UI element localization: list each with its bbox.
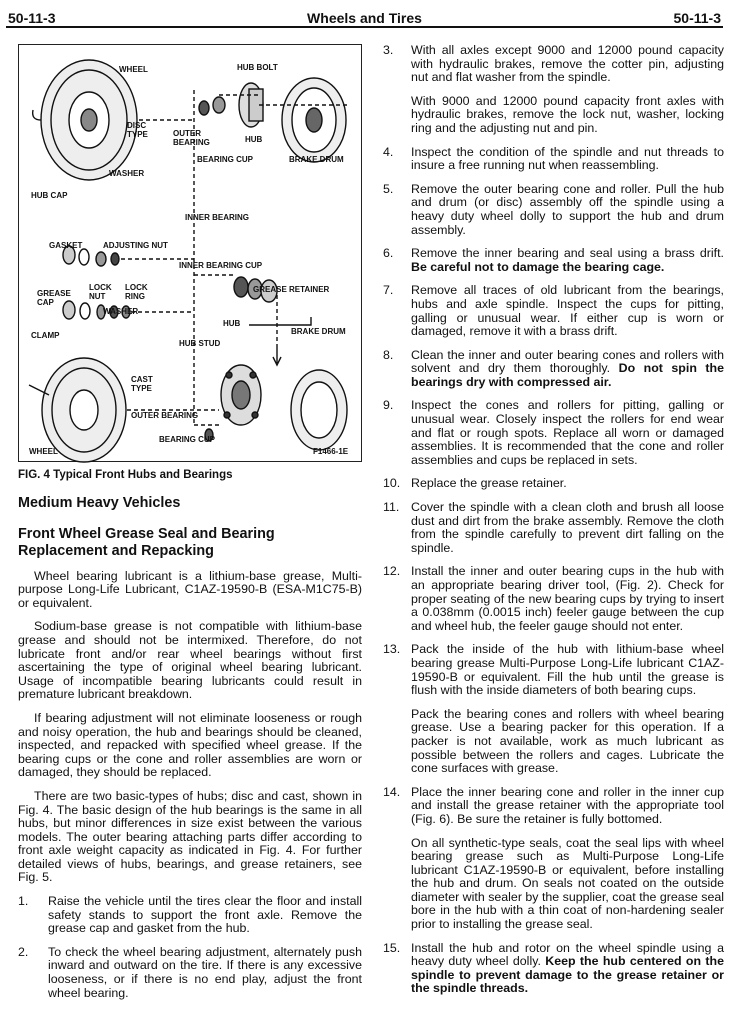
- label-hub-2: HUB: [223, 319, 241, 328]
- step-14: [383, 786, 724, 932]
- step-10: [383, 477, 724, 491]
- step-text: Cover the spindle with a clean cloth and brush all loose dust and dirt from the brake assembly. Remove the cloth from the spindle carefully to prevent dirt falling on the spindle.: [411, 500, 724, 555]
- label-lock-nut: LOCK NUT: [89, 283, 112, 301]
- figure-hub-diagram: [18, 44, 362, 462]
- step-13: [383, 643, 724, 775]
- step-warning: Do not spin the bearings dry with compressed air.: [411, 361, 724, 389]
- step-number: 7.: [383, 283, 394, 298]
- step-number: 11.: [383, 500, 400, 515]
- step-number: 2.: [18, 944, 29, 959]
- label-grease-cap: GREASE CAP: [37, 289, 71, 307]
- right-column: [383, 44, 724, 1006]
- step-text: Place the inner bearing cone and roller in the inner cup and install the grease retainer with the appropriate tool (Fig. 6). Be sure the retainer is fully bottomed.: [411, 784, 724, 826]
- header-page-number-left: 50-11-3: [8, 10, 56, 26]
- section-heading: Medium Heavy Vehicles: [18, 494, 181, 511]
- label-outer-bearing: OUTER BEARING: [173, 129, 210, 147]
- step-warning: Be careful not to damage the bearing cage.: [411, 259, 665, 274]
- label-wheel-2: WHEEL: [29, 447, 58, 456]
- label-gasket: GASKET: [49, 241, 83, 250]
- step-number: 5.: [383, 181, 394, 196]
- label-inner-bearing-cup: INNER BEARING CUP: [179, 261, 263, 270]
- figure-caption: FIG. 4 Typical Front Hubs and Bearings: [18, 469, 233, 481]
- step-11: [383, 501, 724, 555]
- page-header: [8, 4, 721, 26]
- step-text: With all axles except 9000 and 12000 pound capacity with hydraulic brakes, remove the cotter pin, adjusting nut and flat washer from the spindle.: [411, 43, 724, 85]
- step-text: Install the hub and rotor on the wheel spindle using a heavy duty wheel dolly.: [411, 940, 724, 969]
- step-text: Clean the inner and outer bearing cones and rollers with solvent and dry them thoroughly.: [411, 347, 724, 376]
- step-6: [383, 247, 724, 274]
- step-number: 15.: [383, 940, 401, 955]
- step-text: Inspect the cones and rollers for pitting, galling or unusual wear. Closely inspect the rollers for end wear and flat or rough spots. Replace all worn or damaged assemblies. It is recommended that the cone and roller assemblies and cups be replaced in sets.: [411, 398, 724, 467]
- paragraph-lubricant: Wheel bearing lubricant is a lithium-base grease, Multi-purpose Long-Life Lubricant, C1AZ-19590-B (ESA-M1C75-B) or equivalent.: [18, 568, 362, 610]
- step-text: To check the wheel bearing adjustment, alternately push inward and outward on the tire. If there is any excessive looseness, or if there is no end play, adjust the front wheel bearing.: [48, 944, 362, 1000]
- step-text-continued: Pack the bearing cones and rollers with wheel bearing grease. Use a bearing packer for this operation. If a packer is not available, work as much lubricant as possible between the rollers and cages. Lubricate the cone surfaces with grease.: [411, 706, 724, 776]
- header-rule: [6, 26, 723, 28]
- paragraph-sodium-grease: Sodium-base grease is not compatible with lithium-base grease and should not be intermixed. Therefore, do not lubricate front and/or rear wheel bearings without first ascertaining the type of original wheel bearing lubricant. Usage of incompatible bearing lubricants could result in premature lubricant breakdown.: [18, 619, 362, 702]
- step-number: 10.: [383, 476, 401, 491]
- label-hub: HUB: [245, 135, 263, 144]
- step-number: 12.: [383, 564, 401, 579]
- label-washer-2: WASHER: [103, 307, 139, 316]
- step-12: [383, 565, 724, 633]
- figure-code: F1466-1E: [313, 447, 349, 456]
- label-inner-bearing: INNER BEARING: [185, 213, 250, 222]
- step-text: Remove all traces of old lubricant from the bearings, hubs and axle spindle. Inspect the cups for pitting, galling or unusual wear. If either cup is worn or damaged, remove it with a brass drift.: [411, 283, 724, 339]
- step-number: 14.: [383, 784, 401, 799]
- step-3: [383, 44, 724, 136]
- step-number: 9.: [383, 398, 394, 413]
- step-2: [18, 946, 362, 1000]
- step-5: [383, 183, 724, 237]
- step-number: 4.: [383, 144, 394, 159]
- paragraph-hub-types: There are two basic-types of hubs; disc and cast, shown in Fig. 4. The basic design of the hub bearings is the same in all hubs, but minor differences in size exist between the various models. The outer bearing attaching parts differ according to front axle weight capacity as indicated in Fig. 4. For further detailed views of hubs, bearings, and grease retainers, see Fig. 5.: [18, 788, 362, 885]
- step-7: [383, 284, 724, 338]
- step-text: Raise the vehicle until the tires clear the floor and install safety stands to support the front axle. Remove the grease cap and gasket from the hub.: [48, 894, 362, 936]
- left-column: [18, 44, 362, 1010]
- label-hub-bolt: HUB BOLT: [237, 63, 278, 72]
- step-number: 1.: [18, 894, 29, 909]
- step-4: [383, 146, 724, 173]
- label-hub-cap: HUB CAP: [31, 191, 68, 200]
- label-wheel: WHEEL: [119, 65, 148, 74]
- step-text: Inspect the condition of the spindle and nut threads to insure a free running nut when reassembling.: [411, 144, 724, 173]
- label-hub-stud: HUB STUD: [179, 339, 221, 348]
- step-text: Replace the grease retainer.: [411, 476, 567, 491]
- step-8: [383, 349, 724, 390]
- step-15: [383, 942, 724, 996]
- step-text-continued: With 9000 and 12000 pound capacity front axles with hydraulic brakes, remove the lock nut, washer, locking ring and the adjusting nut and pin.: [411, 93, 724, 135]
- label-adjusting-nut: ADJUSTING NUT: [103, 241, 168, 250]
- label-washer: WASHER: [109, 169, 145, 178]
- paragraph-bearing-adjustment: If bearing adjustment will not eliminate looseness or rough and noisy operation, the hub and bearings should be cleaned, inspected, and repacked with specified wheel grease. If the bearing cups or the cone and roller assemblies are worn or damaged, they should be replaced.: [18, 710, 362, 780]
- header-title: Wheels and Tires: [307, 10, 422, 26]
- label-disc-type: DISC TYPE: [127, 121, 148, 139]
- label-bearing-cup-2: BEARING CUP: [159, 435, 216, 444]
- step-number: 13.: [383, 642, 401, 657]
- step-text: Remove the outer bearing cone and roller. Pull the hub and drum (or disc) assembly off the spindle using a heavy duty wheel dolly to support the hub and drum assembly.: [411, 181, 724, 237]
- step-text: Remove the inner bearing and seal using a brass drift.: [411, 246, 724, 261]
- label-clamp: CLAMP: [31, 331, 60, 340]
- subsection-heading: Front Wheel Grease Seal and Bearing Replacement and Repacking: [18, 525, 275, 559]
- step-1: [18, 895, 362, 936]
- label-lock-ring: LOCK RING: [125, 283, 148, 301]
- step-number: 8.: [383, 347, 394, 362]
- hub-exploded-illustration: [19, 45, 363, 463]
- step-9: [383, 399, 724, 467]
- label-brake-drum-2: BRAKE DRUM: [291, 327, 346, 336]
- step-text: Pack the inside of the hub with lithium-base wheel bearing grease Multi-Purpose Long-Life lubricant C1AZ-19590-B or equivalent. Fill the hub until the grease is flush with the inside diameters of both bearing cups.: [411, 642, 724, 698]
- step-warning: Keep the hub centered on the spindle to prevent damage to the grease retainer or the spindle threads.: [411, 954, 724, 996]
- label-brake-drum: BRAKE DRUM: [289, 155, 344, 164]
- step-number: 6.: [383, 246, 394, 261]
- label-outer-bearing-2: OUTER BEARING: [131, 411, 199, 420]
- step-text-continued: On all synthetic-type seals, coat the seal lips with wheel bearing grease such as Multi-Purpose Long-Life lubricant C1AZ-19590-B or equivalent, before installing the hub and drum. On seals not coated on the outside diameter with sealer by the supplier, coat the grease seal bore in the hub with a thin coat of non-hardening sealer prior to installing the grease seal.: [411, 835, 724, 932]
- header-page-number-right: 50-11-3: [673, 10, 721, 26]
- step-text: Install the inner and outer bearing cups in the hub with an appropriate bearing driver tool, (Fig. 2). Check for proper seating of the new bearing cups by trying to insert a 0.038mm (0.0015 inch) feeler gauge between the cup and wheel hub, the feeler gauge should not enter.: [411, 564, 724, 633]
- step-number: 3.: [383, 43, 394, 57]
- label-bearing-cup: BEARING CUP: [197, 155, 254, 164]
- label-cast-type: CAST TYPE: [131, 375, 153, 393]
- label-grease-retainer: GREASE RETAINER: [253, 285, 330, 294]
